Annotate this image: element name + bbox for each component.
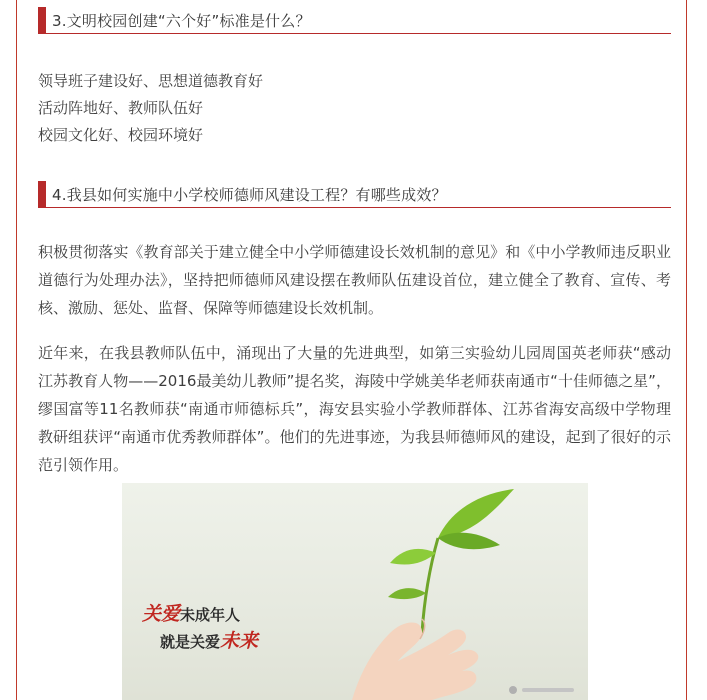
paragraph-achievements: 近年来，在我县教师队伍中，涌现出了大量的先进典型，如第三实验幼儿园周国英老师获“感动江苏教育人物——2016最美幼儿教师”提名奖，海陵中学姚美华老师获南通市“十佳师德之星”，缪国富等11名教师获“南通市师德标兵”，海安县实验小学教师群体、江苏省海安高级中学物理教研组获评“南通市优秀教师群体”。他们的先进事迹，为我县师德师风的建设，起到了很好的示范引领作用。 — [38, 344, 671, 474]
paragraph-policy: 积极贯彻落实《教育部关于建立健全中小学师德建设长效机制的意见》和《中小学教师违反职业道德行为处理办法》，坚持把师德师风建设摆在教师队伍建设首位，建立健全了教育、宣传、考核、激励、惩处、监督、保障等师德建设长效机制。 — [38, 243, 671, 317]
section-heading-text: 3.文明校园创建“六个好”标准是什么？ — [52, 12, 311, 30]
image-caption-line-1 — [142, 599, 240, 626]
illustration-hand-sprout — [122, 483, 588, 700]
caption-text: 未成年人 — [180, 606, 241, 624]
standard-line-1: 领导班子建设好、思想道德教育好 — [38, 72, 264, 90]
section-heading-4 — [38, 181, 671, 208]
caption-text: 就是关爱 — [160, 633, 221, 651]
caption-red-text: 未来 — [220, 630, 259, 652]
standard-line-3: 校园文化好、校园环境好 — [38, 126, 204, 144]
section-heading-text: 4.我县如何实施中小学校师德师风建设工程？有哪些成效？ — [52, 186, 447, 204]
hand-sprout-drawing — [122, 483, 588, 700]
heading-accent-bar — [38, 7, 46, 33]
heading-accent-bar — [38, 181, 46, 207]
section-heading-3 — [38, 7, 671, 34]
image-caption-line-2 — [160, 626, 258, 653]
caption-red-text: 关爱 — [142, 603, 181, 625]
standard-line-2: 活动阵地好、教师队伍好 — [38, 99, 204, 117]
watermark-icon — [508, 684, 578, 696]
